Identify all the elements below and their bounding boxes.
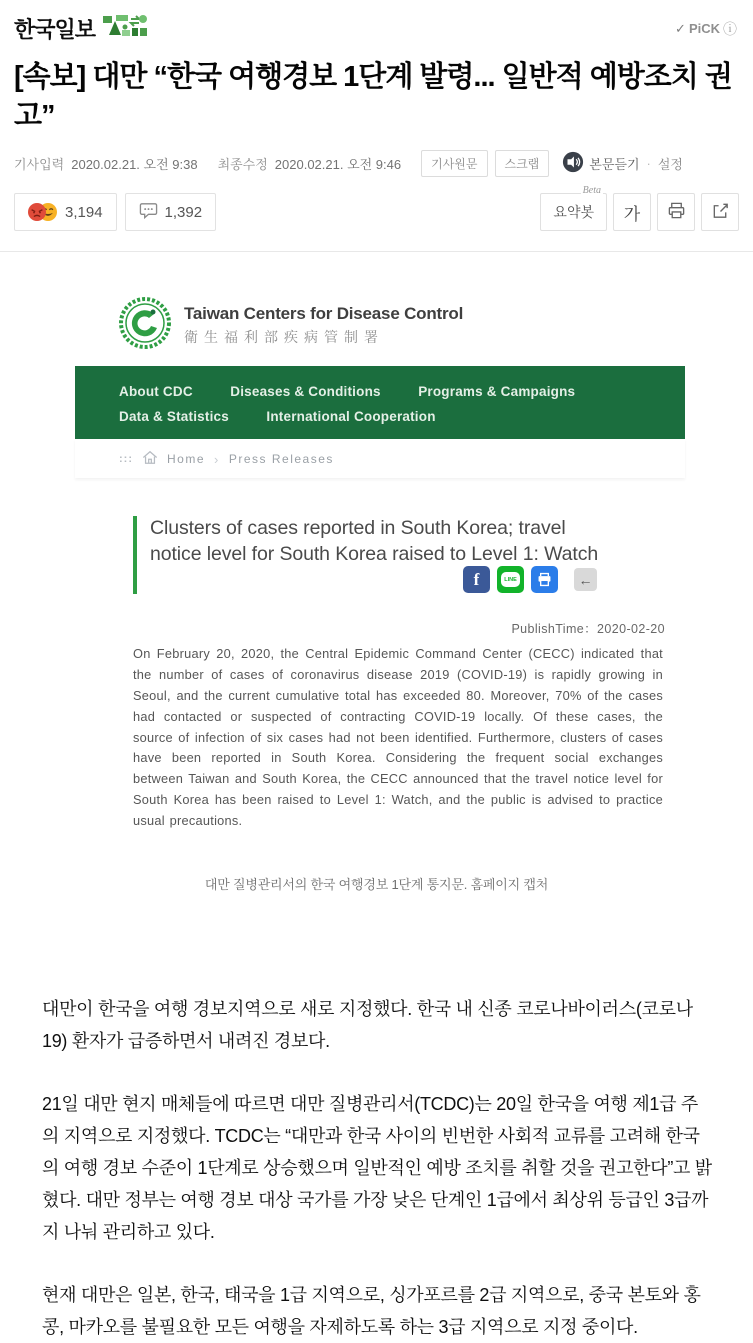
grid-dots-icon: ::: <box>119 453 133 466</box>
back-arrow-icon[interactable]: ← <box>574 568 597 591</box>
pick-label: PiCK <box>688 21 720 36</box>
print-icon <box>667 201 686 223</box>
cdc-logo-icon <box>119 297 171 354</box>
article-body <box>42 993 713 1343</box>
figure-caption: 대만 질병관리서의 한국 여행경보 1단계 통지문. 홈페이지 캡처 <box>204 876 549 892</box>
cdc-print-icon[interactable] <box>531 566 558 593</box>
cdc-nav-international[interactable]: International Cooperation <box>266 409 436 425</box>
listen-label: 본문듣기 <box>589 157 640 173</box>
site-logo[interactable] <box>14 13 148 44</box>
line-bubble-label: LINE <box>501 572 520 587</box>
cdc-nav-row-1 <box>119 383 685 401</box>
summary-bot-button[interactable] <box>540 185 607 231</box>
cdc-org-name-zh: 衛生福利部疾病管制署 <box>184 329 384 346</box>
facebook-share-icon[interactable]: f <box>463 566 490 593</box>
cdc-publish-time: PublishTime：2020-02-20 <box>511 622 665 637</box>
article-paragraph-2: 21일 대만 현지 매체들에 따르면 대만 질병관리서(TCDC)는 20일 한국을 여행 제1급 주의 지역으로 지정했다. TCDC는 “대만과 한국 사이의 빈번한 사회적 교류를 고려해 한국의 여행 경보 수준이 1단계로 상승했으며 일반적인 예방 조치를 취할 것을 권고한다”고 밝혔다. 대만 정부는 여행 경보 대상 국가를 가장 낮은 단계인 1급에서 최상위 등급인 3급까지 나눠 관리하고 있다. <box>42 1093 712 1242</box>
font-size-label: 가 <box>623 204 641 224</box>
summary-bot-label: 요약봇 <box>553 204 594 221</box>
cdc-breadcrumb <box>75 439 685 478</box>
line-share-icon[interactable] <box>497 566 524 593</box>
breadcrumb-chevron-icon: › <box>214 451 220 467</box>
emotion-count: 3,194 <box>65 203 103 221</box>
action-row <box>14 185 739 231</box>
embedded-cdc-screenshot <box>75 285 685 832</box>
input-label: 기사입력 <box>14 157 65 173</box>
article-paragraph-3: 현재 대만은 일본, 한국, 태국을 1급 지역으로, 싱가포르를 2급 지역으로, 중국 본토와 홍콩, 마카오를 불필요한 모든 여행을 자제하도록 하는 3급 지역으로 지정 중이다. <box>42 1284 701 1337</box>
site-logo-text: 한국일보 <box>14 17 96 42</box>
font-size-button[interactable] <box>613 193 651 231</box>
cdc-nav-diseases[interactable]: Diseases & Conditions <box>230 384 381 400</box>
pick-info-icon[interactable]: ⓘ <box>723 20 737 37</box>
cdc-org-name-en: Taiwan Centers for Disease Control <box>184 304 464 324</box>
site-logo-art-icon <box>102 13 148 44</box>
cdc-nav-row-2 <box>119 408 685 426</box>
cdc-article-body: On February 20, 2020, the Central Epidemic Command Center (CECC) indicated that the number of cases of coronavirus disease 2019 (COVID-19) is rapidly growing in Seoul, and the current cumulative total has exceeded 80. Moreover, 70% of the cases had contacted or suspected of contracting COVID-19 locally. Of these cases, the source of infection of six cases had not been identified. Furthermore, clusters of cases have been reported in South Korea. Considering the frequent social exchanges between Taiwan and South Korea, the CECC announced that the travel notice level for South Korea has been raised to Level 1: Watch, and the public is advised to practice usual precautions. <box>133 646 663 828</box>
article-toolbar <box>540 185 739 231</box>
cdc-share-icons <box>463 566 597 593</box>
article-headline: [속보] 대만 “한국 여행경보 1단계 발령... 일반적 예방조치 권고” <box>14 61 732 132</box>
comment-count: 1,392 <box>164 203 203 221</box>
reaction-group <box>14 193 216 231</box>
cdc-article-title: Clusters of cases reported in South Korea; travel notice level for South Korea raised to Level 1: Watch <box>150 517 599 566</box>
breadcrumb-press-releases[interactable]: Press Releases <box>228 452 334 467</box>
original-article-button[interactable]: 기사원문 <box>421 150 487 177</box>
beta-badge: Beta <box>582 185 601 197</box>
cdc-nav-data[interactable]: Data & Statistics <box>119 409 229 425</box>
share-button[interactable] <box>701 193 739 231</box>
article-paragraph-1: 대만이 한국을 여행 경보지역으로 새로 지정했다. 한국 내 신종 코로나바이러스(코로나19) 환자가 급증하면서 내려진 경보다. <box>42 998 693 1051</box>
comment-bubble-icon <box>139 201 158 223</box>
speaker-icon <box>562 151 584 176</box>
section-divider <box>0 251 753 252</box>
input-time: 2020.02.21. 오전 9:38 <box>71 157 198 173</box>
comment-button[interactable] <box>125 193 217 231</box>
listen-control[interactable] <box>562 151 639 176</box>
cdc-nav-about[interactable]: About CDC <box>119 384 193 400</box>
angry-emoji-icon <box>28 203 46 221</box>
scrap-button[interactable]: 스크랩 <box>495 150 550 177</box>
breadcrumb-home[interactable]: Home <box>167 452 206 467</box>
modified-time: 2020.02.21. 오전 9:46 <box>274 157 402 173</box>
cdc-header <box>75 285 685 366</box>
emotion-reaction-button[interactable] <box>14 193 117 231</box>
modified-label: 최종수정 <box>217 157 268 173</box>
cdc-article-title-block <box>133 516 663 594</box>
print-button[interactable] <box>657 193 695 231</box>
share-icon <box>711 201 730 223</box>
listen-settings[interactable]: 설정 <box>657 157 683 173</box>
emotion-emoji-icons <box>28 202 58 222</box>
naver-pick-badge <box>675 19 737 39</box>
meta-separator-dot: · <box>646 156 651 172</box>
cdc-org-names <box>184 304 463 347</box>
pick-check-icon: ✓ <box>675 20 686 36</box>
home-icon <box>142 450 158 468</box>
site-header <box>0 0 753 50</box>
cdc-nav-bar <box>75 366 685 439</box>
article-meta <box>14 150 739 177</box>
cdc-nav-programs[interactable]: Programs & Campaigns <box>418 384 576 400</box>
